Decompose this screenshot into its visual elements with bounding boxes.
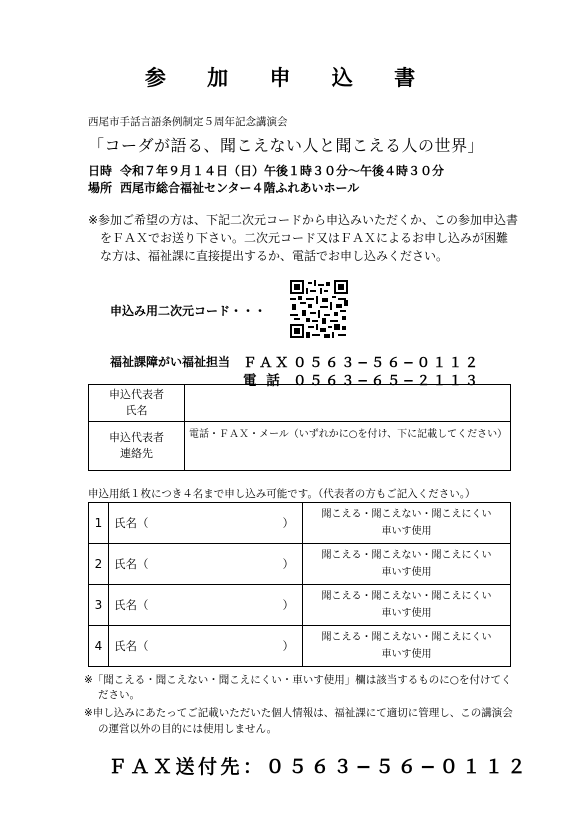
representative-table [88, 384, 511, 471]
date-value: 令和７年９月１４日（日）午後１時３０分～午後４時３０分 [120, 164, 445, 178]
hearing-options[interactable]: 聞こえる・聞こえない・聞こえにくい 車いす使用 [303, 585, 511, 626]
row-number: 4 [89, 626, 109, 667]
page-title: 参 加 申 込 書 [144, 66, 433, 90]
qr-code-icon[interactable] [290, 280, 348, 338]
date-label: 日時 [88, 164, 113, 178]
note-line-3: ※申し込みにあたってご記載いただいた個人情報は、福祉課にて適切に管理し、この講演会 [84, 707, 513, 719]
instruction-line-2: をＦＡＸでお送り下さい。二次元コード又はＦＡＸによるお申し込みが困難 [100, 231, 509, 245]
contact-tel-number: ０５６３−６５−２１１３ [293, 373, 481, 389]
place-label: 場所 [88, 181, 113, 195]
hearing-options[interactable]: 聞こえる・聞こえない・聞こえにくい 車いす使用 [303, 503, 511, 544]
participant-name-field[interactable]: 氏名（ ） [109, 626, 303, 667]
contact-dept: 福祉課障がい福祉担当 [110, 355, 231, 369]
instruction-line-1: ※参加ご希望の方は、下記二次元コードから申込みいただくか、この参加申込書 [88, 213, 519, 227]
row-number: 2 [89, 544, 109, 585]
table-row [89, 503, 511, 544]
hearing-options[interactable]: 聞こえる・聞こえない・聞こえにくい 車いす使用 [303, 626, 511, 667]
contact-fax-number: ０５６３−５６−０１１２ [293, 355, 481, 371]
contact-tel-label: 電 話 [243, 373, 283, 389]
table-row [89, 585, 511, 626]
row-number: 1 [89, 503, 109, 544]
rep-name-label: 申込代表者 氏名 [89, 385, 185, 422]
participant-name-field[interactable]: 氏名（ ） [109, 544, 303, 585]
instruction-line-3: な方は、福祉課に直接提出するか、電話でお申し込みください。 [100, 249, 449, 263]
table-row [89, 626, 511, 667]
people-note: 申込用紙１枚につき４名まで申し込み可能です。（代表者の方もご記入ください。） [88, 488, 476, 500]
rep-name-field[interactable] [185, 385, 511, 422]
qr-label: 申込み用二次元コード・・・ [110, 304, 267, 318]
hearing-options[interactable]: 聞こえる・聞こえない・聞こえにくい 車いす使用 [303, 544, 511, 585]
note-line-2: ださい。 [98, 689, 140, 701]
rep-contact-label: 申込代表者 連絡先 [89, 422, 185, 471]
fax-destination: ＦＡＸ送付先：０５６３−５６−０１１２ [108, 756, 530, 778]
event-subtitle: 西尾市手話言語条例制定５周年記念講演会 [88, 116, 288, 128]
contact-fax-label: ＦＡＸ [243, 355, 291, 371]
participant-name-field[interactable]: 氏名（ ） [109, 503, 303, 544]
event-headline: 「コーダが語る、聞こえない人と聞こえる人の世界」 [88, 136, 485, 155]
note-line-1: ※「聞こえる・聞こえない・聞こえにくい・車いす使用」欄は該当するものに○を付けてく [84, 674, 512, 686]
row-number: 3 [89, 585, 109, 626]
rep-contact-field[interactable] [185, 422, 511, 471]
table-row [89, 544, 511, 585]
place-value: 西尾市総合福祉センター４階ふれあいホール [120, 181, 360, 195]
participant-name-field[interactable]: 氏名（ ） [109, 585, 303, 626]
rep-contact-hint: 電話・ＦＡＸ・メール（いずれかに○を付け、下に記載してください） [189, 429, 508, 440]
note-line-4: の運営以外の目的には使用しません。 [98, 723, 278, 735]
participants-table [88, 502, 511, 667]
